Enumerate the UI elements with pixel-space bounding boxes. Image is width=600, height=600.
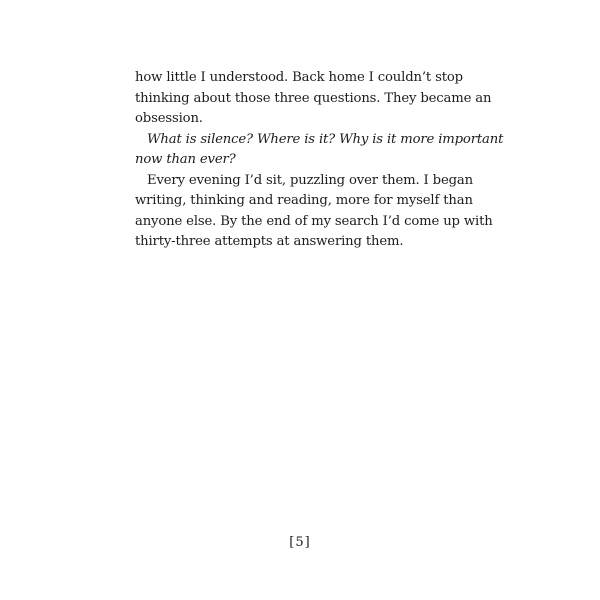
body-text [135,68,504,253]
question-line: now than ever? [135,152,236,167]
paragraph-3 [135,171,493,253]
paragraph-questions [135,130,504,171]
text-line: obsession. [135,111,203,126]
page-number: [5] [289,535,311,550]
text-line: anyone else. By the end of my search I’d come up with [135,213,493,229]
text-line: writing, thinking and reading, more for myself than [135,193,473,208]
text-line: Every evening I’d sit, puzzling over them. I began [147,172,473,188]
text-line: how little I understood. Back home I couldn’t stop [135,70,463,85]
question-line: What is silence? Where is it? Why is it more important [147,131,504,147]
text-line: thirty-three attempts at answering them. [135,234,404,249]
paragraph-1 [135,68,492,130]
text-line: thinking about those three questions. They became an [135,90,492,106]
